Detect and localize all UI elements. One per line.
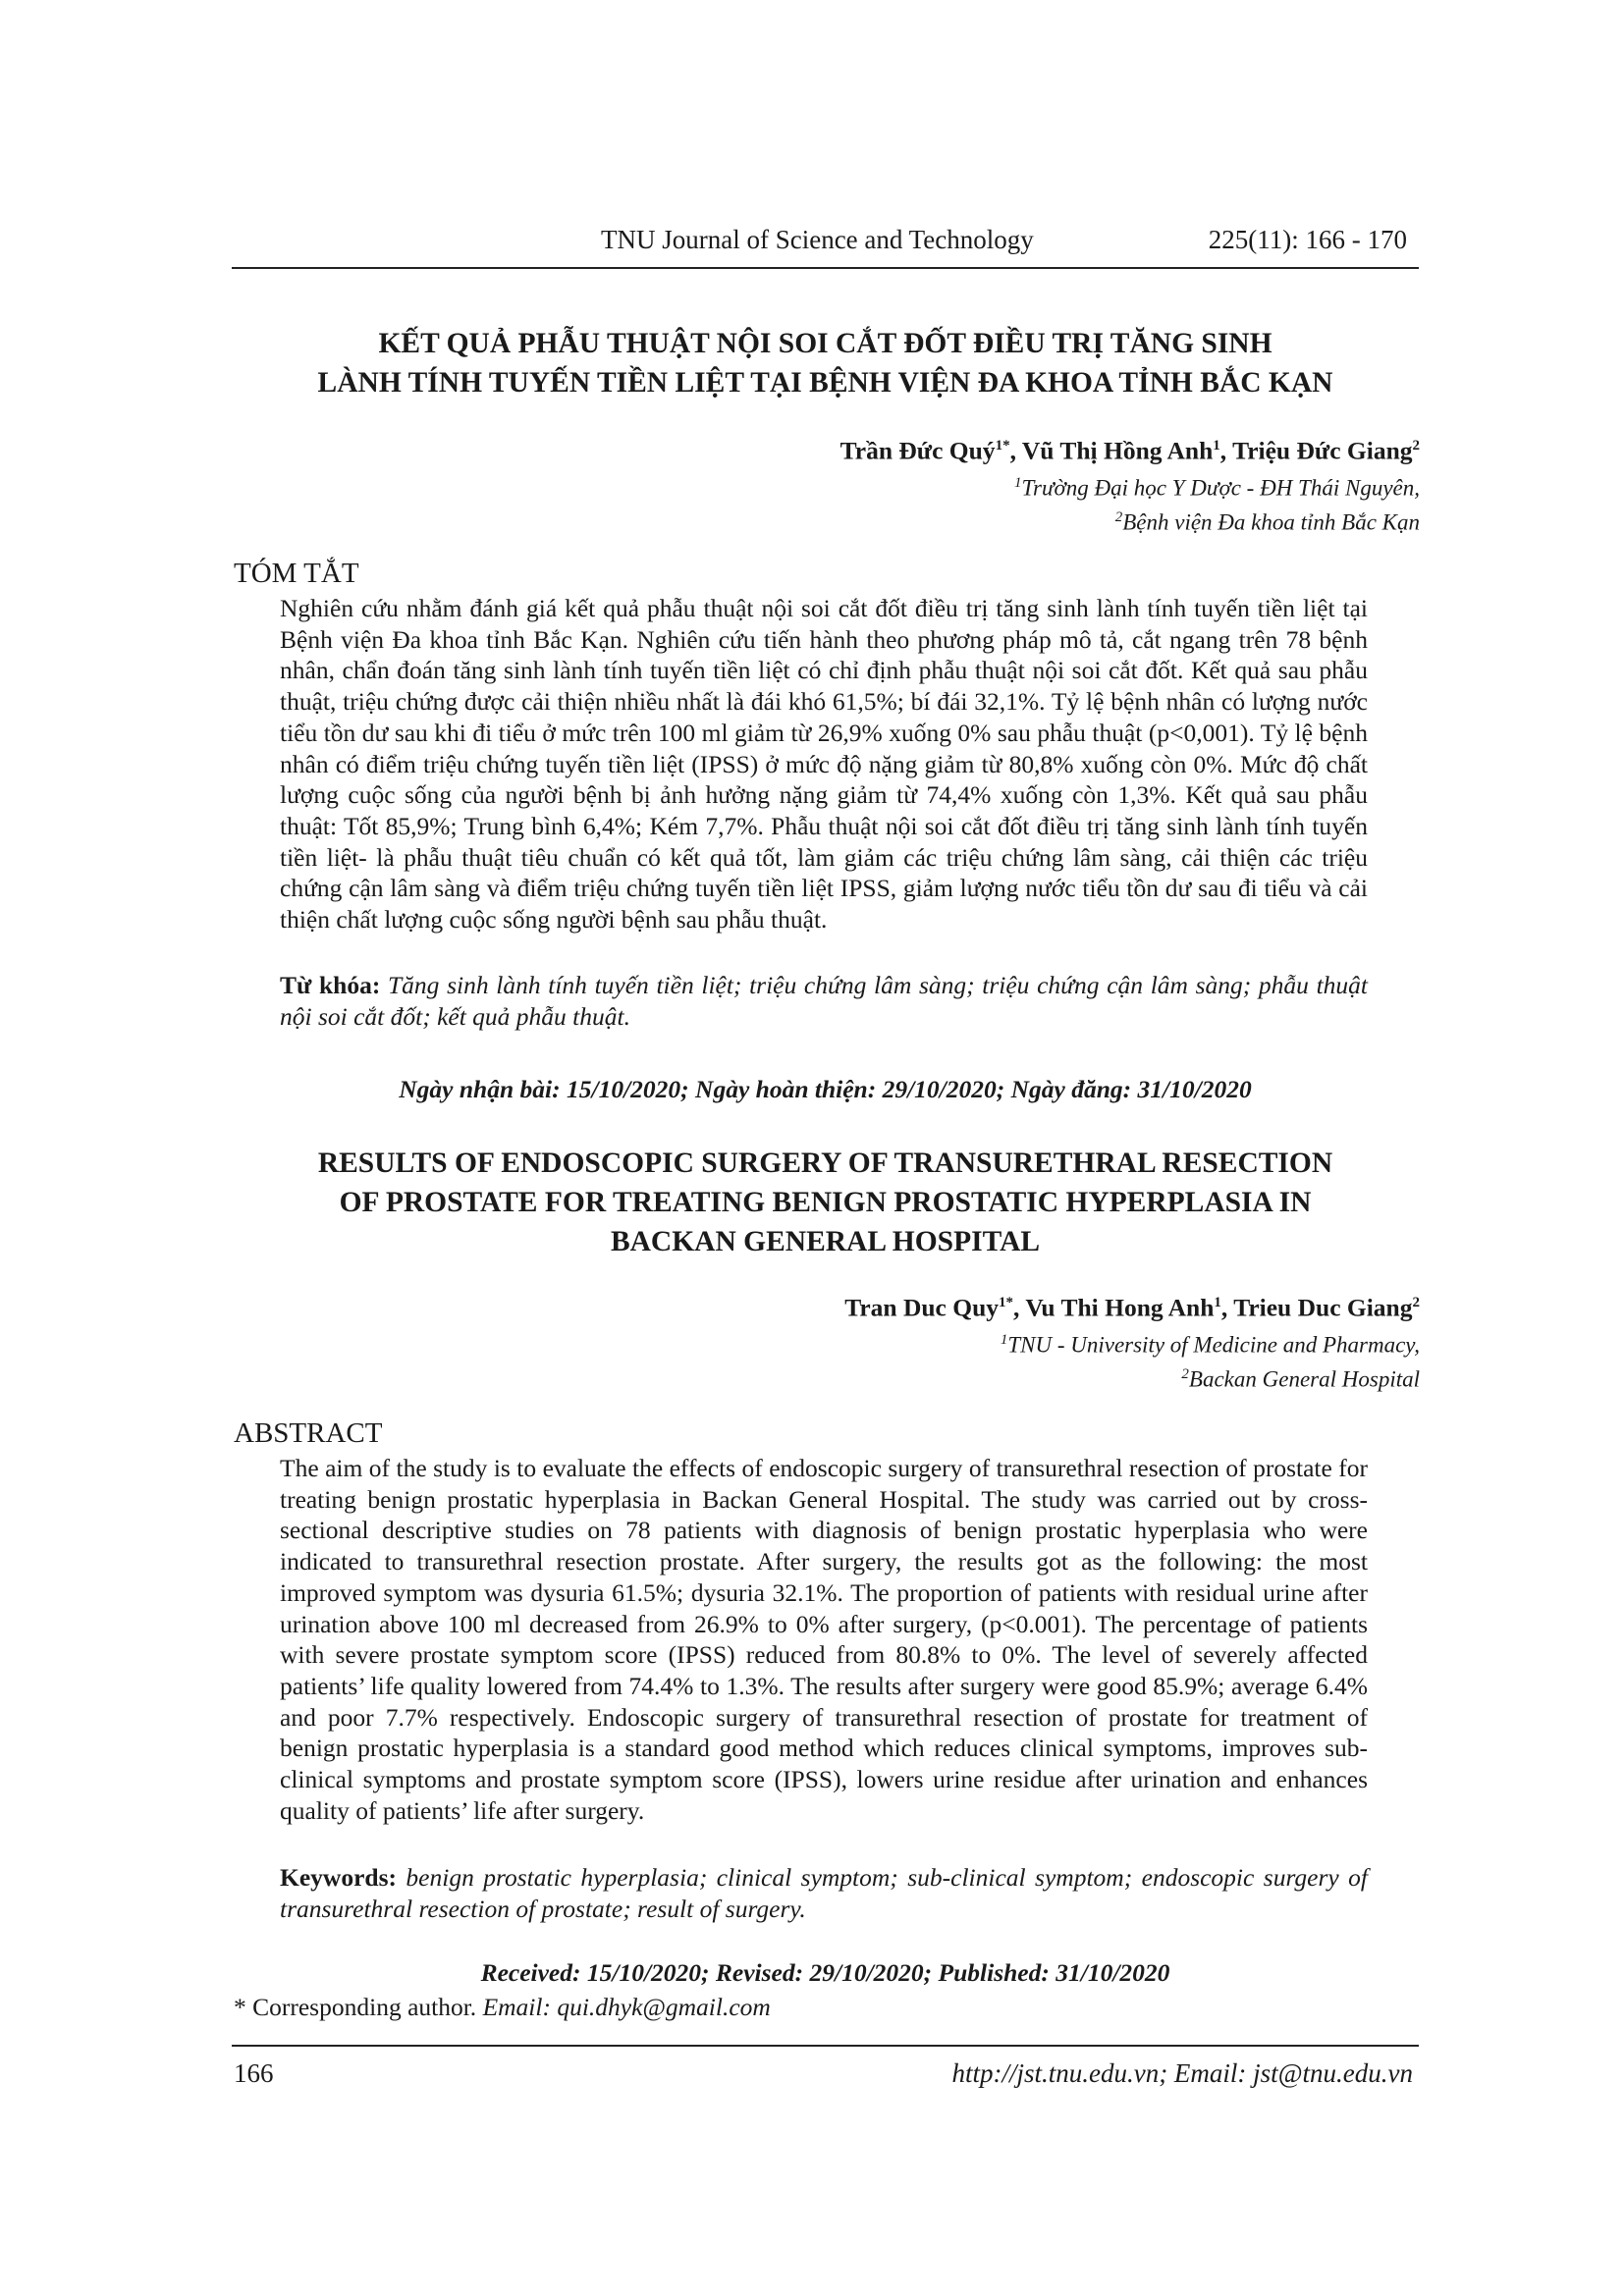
affiliation-2 (840, 503, 1420, 538)
corresponding-email[interactable]: Email: qui.dhyk@gmail.com (482, 1993, 771, 2021)
author-2-en: Vu Thi Hong Anh (1025, 1293, 1215, 1322)
affiliation-1-en-text: TNU - University of Medicine and Pharmacy, (1007, 1332, 1420, 1358)
title-en-line-3: BACKAN GENERAL HOSPITAL (610, 1226, 1041, 1257)
title-vn-line-1: KẾT QUẢ PHẪU THUẬT NỘI SOI CẮT ĐỐT ĐIỀU TRỊ TĂNG SINH (378, 328, 1272, 359)
journal-name: TNU Journal of Science and Technology (601, 225, 1034, 254)
author-3-en-marker: 2 (1412, 1295, 1420, 1310)
affiliation-2-en-marker: 2 (1181, 1366, 1189, 1383)
keywords-english (280, 1862, 1368, 1924)
affiliation-2-en-text: Backan General Hospital (1188, 1366, 1420, 1392)
title-vietnamese (232, 324, 1419, 402)
author-1-marker: 1* (995, 438, 1010, 454)
affiliation-1-en (844, 1325, 1420, 1361)
corresponding-author (234, 1991, 771, 2024)
author-names: Trần Đức Quý$^{1*}$, Vũ Thị Hồng Anh$^1$, Triệu Đức Giang$^2$ (839, 436, 1420, 465)
keywords-text-en: benign prostatic hyperplasia; clinical symptom; sub-clinical symptom; endoscopic surgery of transurethral resection of prostate; result of surgery. (280, 1863, 1368, 1923)
page-number: 166 (234, 2058, 274, 2088)
title-en-line-1: RESULTS OF ENDOSCOPIC SURGERY OF TRANSURETHRAL RESECTION (317, 1148, 1333, 1179)
keywords-label-en: Keywords: (280, 1863, 397, 1892)
author-3: Triệu Đức Giang (1232, 436, 1413, 465)
page-footer (232, 2054, 1419, 2093)
dates-english: Received: 15/10/2020; Revised: 29/10/2020; Published: 31/10/2020 (480, 1958, 1170, 1987)
author-1-en: Tran Duc Quy (844, 1293, 1000, 1322)
section-heading-tom-tat: TÓM TẮT (234, 558, 359, 589)
journal-website-link[interactable]: http://jst.tnu.edu.vn; Email: jst@tnu.edu.vn (951, 2058, 1413, 2088)
authors-vietnamese (840, 429, 1420, 538)
author-1: Trần Đức Quý (839, 436, 996, 465)
affiliation-2-en (844, 1360, 1420, 1395)
affiliation-1-marker: 1 (1014, 474, 1022, 491)
section-heading-abstract: ABSTRACT (234, 1417, 383, 1449)
author-3-en: Trieu Duc Giang (1233, 1293, 1413, 1322)
affiliation-2-marker: 2 (1114, 509, 1123, 526)
affiliation-1-text: Trường Đại học Y Dược - ĐH Thái Nguyên, (1021, 475, 1420, 501)
title-vn-line-2: LÀNH TÍNH TUYẾN TIỀN LIỆT TẠI BỆNH VIỆN ĐA KHOA TỈNH BẮC KẠN (317, 367, 1333, 399)
affiliation-2-text: Bệnh viện Đa khoa tỉnh Bắc Kạn (1122, 509, 1420, 535)
author-2-marker: 1 (1213, 438, 1220, 454)
author-3-marker: 2 (1412, 438, 1420, 454)
abstract-english: The aim of the study is to evaluate the effects of endoscopic surgery of transurethral resection of prostate for treating benign prostatic hyperplasia in Backan General Hospital. The study was carried out by cross-sectional descriptive studies on 78 patients with diagnosis of benign prostatic hyperplasia who were indicated to transurethral resection prostate. After surgery, the results got as the following: the most improved symptom was dysuria 61.5%; dysuria 32.1%. The proportion of patients with residual urine after urination above 100 ml decreased from 26.9% to 0% after surgery, (p<0.001). The percentage of patients with severe prostate symptom score (IPSS) reduced from 80.8% to 0%. The level of severely affected patients’ life quality lowered from 74.4% to 1.3%. The results after surgery were good 85.9%; average 6.4% and poor 7.7% respectively. Endoscopic surgery of transurethral resection of prostate for treatment of benign prostatic hyperplasia is a standard good method which reduces clinical symptoms, improves sub-clinical symptoms and prostate symptom score (IPSS), lowers urine residue after urination and enhances quality of patients’ life after surgery. (280, 1454, 1368, 1825)
affiliation-1-en-marker: 1 (1000, 1331, 1008, 1348)
author-1-en-marker: 1* (999, 1295, 1014, 1310)
title-en-line-2: OF PROSTATE FOR TREATING BENIGN PROSTATIC HYPERPLASIA IN (339, 1187, 1312, 1218)
abstract-vietnamese: Nghiên cứu nhằm đánh giá kết quả phẫu thuật nội soi cắt đốt điều trị tăng sinh lành tính tuyến tiền liệt tại Bệnh viện Đa khoa tỉnh Bắc Kạn. Nghiên cứu tiến hành theo phương pháp mô tả, cắt ngang trên 78 bệnh nhân, chẩn đoán tăng sinh lành tính tuyến tiền liệt có chỉ định phẫu thuật nội soi cắt đốt. Kết quả sau phẫu thuật, triệu chứng được cải thiện nhiều nhất là đái khó 61,5%; bí đái 32,1%. Tỷ lệ bệnh nhân có lượng nước tiểu tồn dư sau khi đi tiểu ở mức trên 100 ml giảm từ 26,9% xuống 0% sau phẫu thuật (p<0,001). Tỷ lệ bệnh nhân có điểm triệu chứng tuyến tiền liệt (IPSS) ở mức độ nặng giảm từ 80,8% xuống còn 0%. Mức độ chất lượng cuộc sống của người bệnh bị ảnh hưởng nặng giảm từ 74,4% xuống còn 1,3%. Kết quả sau phẫu thuật: Tốt 85,9%; Trung bình 6,4%; Kém 7,7%. Phẫu thuật nội soi cắt đốt điều trị tăng sinh lành tính tuyến tiền liệt- là phẫu thuật tiêu chuẩn có kết quả tốt, làm giảm các triệu chứng lâm sàng, cải thiện các triệu chứng cận lâm sàng và điểm triệu chứng tuyến tiền liệt IPSS, giảm lượng nước tiểu tồn dư sau đi tiểu và cải thiện chất lượng cuộc sống người bệnh sau phẫu thuật. (280, 594, 1368, 934)
affiliation-1 (840, 468, 1420, 504)
footer-rule (232, 2045, 1419, 2047)
corresponding-label: * Corresponding author. (234, 1993, 477, 2021)
author-2: Vũ Thị Hồng Anh (1021, 436, 1214, 465)
keywords-vietnamese (280, 970, 1368, 1032)
running-header (232, 220, 1419, 259)
title-english (232, 1144, 1419, 1261)
author-2-en-marker: 1 (1214, 1295, 1221, 1310)
authors-english (844, 1286, 1420, 1395)
author-names-en: Tran Duc Quy$^{1*}$, Vu Thi Hong Anh$^1$, Trieu Duc Giang$^2$ (844, 1293, 1420, 1322)
issue-pages: 225(11): 166 - 170 (1208, 225, 1407, 254)
header-rule (232, 267, 1419, 269)
dates-vietnamese: Ngày nhận bài: 15/10/2020; Ngày hoàn thiện: 29/10/2020; Ngày đăng: 31/10/2020 (399, 1075, 1252, 1103)
keywords-text: Tăng sinh lành tính tuyến tiền liệt; triệu chứng lâm sàng; triệu chứng cận lâm sàng; phẫu thuật nội soi cắt đốt; kết quả phẫu thuật. (280, 971, 1369, 1031)
keywords-label: Từ khóa: (280, 971, 381, 999)
